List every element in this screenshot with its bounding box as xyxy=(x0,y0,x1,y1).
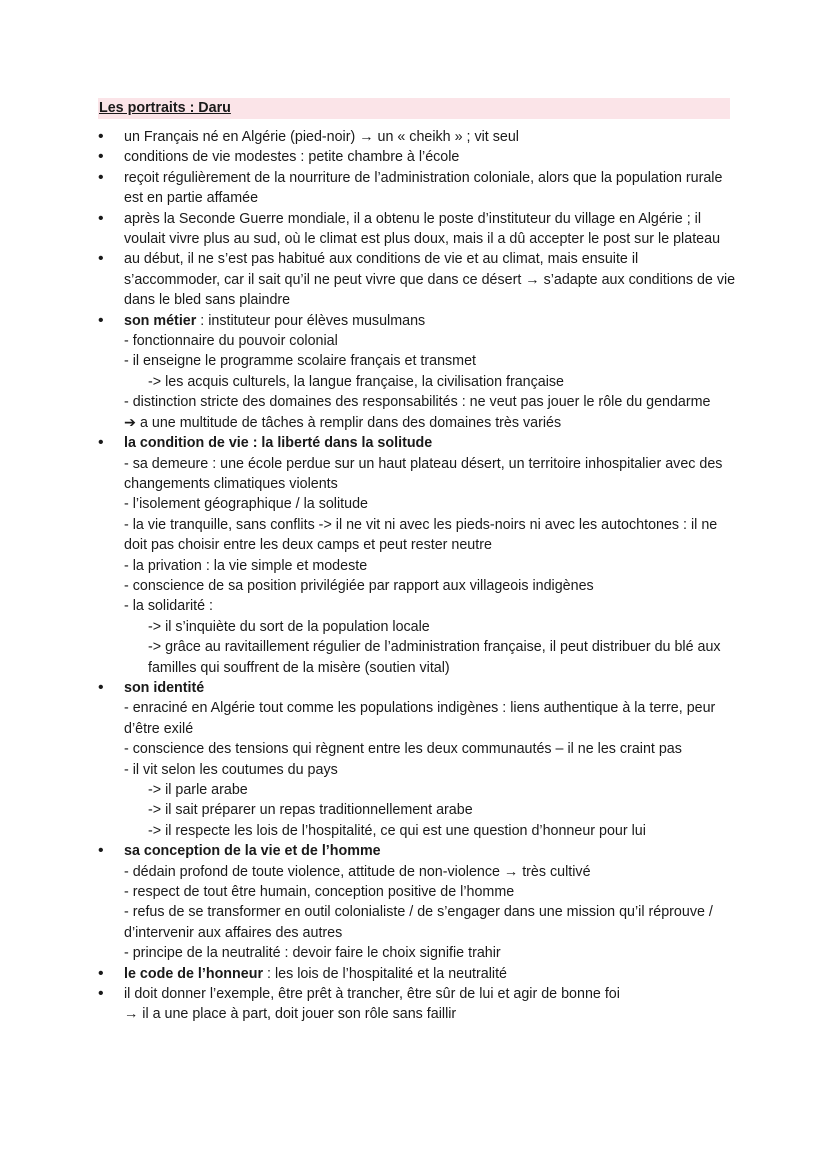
list-item-code-honneur xyxy=(98,964,738,984)
item-heading: son identité xyxy=(124,679,205,696)
item-text: conditions de vie modestes : petite chambre à l’école xyxy=(124,149,460,166)
item-text: au début, il ne s’est pas habitué aux conditions de vie et au climat, mais ensuite il s’accommoder, car il sait qu’il ne peut vivre que dans ce désert → s’adapte aux conditions de vie dans le bled sans plaindre xyxy=(124,251,736,309)
sub-item: - la vie tranquille, sans conflits -> il ne vit ni avec les pieds-noirs ni avec les autochtones : il ne doit pas choisir entre les deux camps et peut rester neutre xyxy=(124,516,718,554)
sub-item-arrow xyxy=(124,413,738,433)
sub-sub-item: -> les acquis culturels, la langue française, la civilisation française xyxy=(148,373,565,390)
item-text: reçoit régulièrement de la nourriture de l’administration coloniale, alors que la population rurale est en partie affamée xyxy=(124,169,723,207)
list-item xyxy=(98,209,738,250)
list-item xyxy=(98,127,738,147)
arrow-icon: ➔ xyxy=(124,414,136,431)
list-item xyxy=(98,168,738,209)
sub-item: - conscience de sa position privilégiée par rapport aux villageois indigènes xyxy=(124,577,594,594)
sub-item: - dédain profond de toute violence, attitude de non-violence → très cultivé xyxy=(124,863,591,880)
list-item xyxy=(98,249,738,310)
item-text: : les lois de l’hospitalité et la neutralité xyxy=(263,965,508,982)
sub-item: - la privation : la vie simple et modeste xyxy=(124,557,368,574)
sub-item: - enraciné en Algérie tout comme les populations indigènes : liens authentique à la terre, peur d’être exilé xyxy=(124,700,716,737)
item-text: un Français né en Algérie (pied-noir) → un « cheikh » ; vit seul xyxy=(124,129,519,145)
item-heading: sa conception de la vie et de l’homme xyxy=(124,843,381,860)
sub-item-text: a une multitude de tâches à remplir dans des domaines très variés xyxy=(135,414,562,431)
sub-item: - conscience des tensions qui règnent entre les deux communautés – il ne les craint pas xyxy=(124,741,682,758)
list-item-condition-de-vie xyxy=(98,433,738,678)
sub-sub-item: -> grâce au ravitaillement régulier de l’administration française, il peut distribuer du blé aux familles qui souffrent de la misère (soutien vital) xyxy=(148,639,721,676)
item-heading: le code de l’honneur xyxy=(124,965,264,982)
item-heading: son métier xyxy=(124,312,197,329)
sub-item: - il enseigne le programme scolaire français et transmet xyxy=(124,353,477,370)
sub-item: - fonctionnaire du pouvoir colonial xyxy=(124,333,338,350)
document-page xyxy=(98,98,738,1025)
title-highlight xyxy=(98,98,730,119)
sub-sub-item: -> il s’inquiète du sort de la population locale xyxy=(148,618,430,635)
item-heading: la condition de vie : la liberté dans la solitude xyxy=(124,435,433,452)
sub-item: - sa demeure : une école perdue sur un haut plateau désert, un territoire inhospitalier avec des changements climatiques violents xyxy=(124,455,723,492)
sub-sub-item: -> il parle arabe xyxy=(148,782,248,798)
sub-item: - principe de la neutralité : devoir faire le choix signifie trahir xyxy=(124,945,501,962)
item-text: : instituteur pour élèves musulmans xyxy=(196,312,426,329)
list-item-son-identite xyxy=(98,678,738,841)
item-text: après la Seconde Guerre mondiale, il a obtenu le poste d’instituteur du village en Algérie ; il voulait vivre plus au sud, où le climat est plus doux, mais il a dû accepter le post sur le plateau xyxy=(124,210,721,248)
page-title: Les portraits : Daru xyxy=(99,100,231,116)
sub-item: - refus de se transformer en outil colonialiste / de s’engager dans une mission qu’il réprouve / d’intervenir aux affaires des autres xyxy=(124,904,713,941)
item-text: il doit donner l’exemple, être prêt à trancher, être sûr de lui et agir de bonne foi xyxy=(124,986,620,1003)
sub-item: - il vit selon les coutumes du pays xyxy=(124,761,338,778)
sub-item: - la solidarité : xyxy=(124,598,213,615)
list-item-son-metier xyxy=(98,311,738,433)
sub-item: - distinction stricte des domaines des responsabilités : ne veut pas jouer le rôle du gendarme xyxy=(124,394,711,411)
sub-sub-item: -> il sait préparer un repas traditionnellement arabe xyxy=(148,802,473,819)
list-item-exemple xyxy=(98,984,738,1025)
list-item-conception xyxy=(98,841,738,963)
list-item xyxy=(98,147,738,167)
sub-item: - respect de tout être humain, conception positive de l’homme xyxy=(124,884,515,901)
sub-sub-item: -> il respecte les lois de l’hospitalité, ce qui est une question d’honneur pour lui xyxy=(148,822,646,839)
sub-item: - l’isolement géographique / la solitude xyxy=(124,496,368,513)
sub-item: → il a une place à part, doit jouer son rôle sans faillir xyxy=(124,1006,457,1023)
bullet-list xyxy=(98,127,738,1025)
